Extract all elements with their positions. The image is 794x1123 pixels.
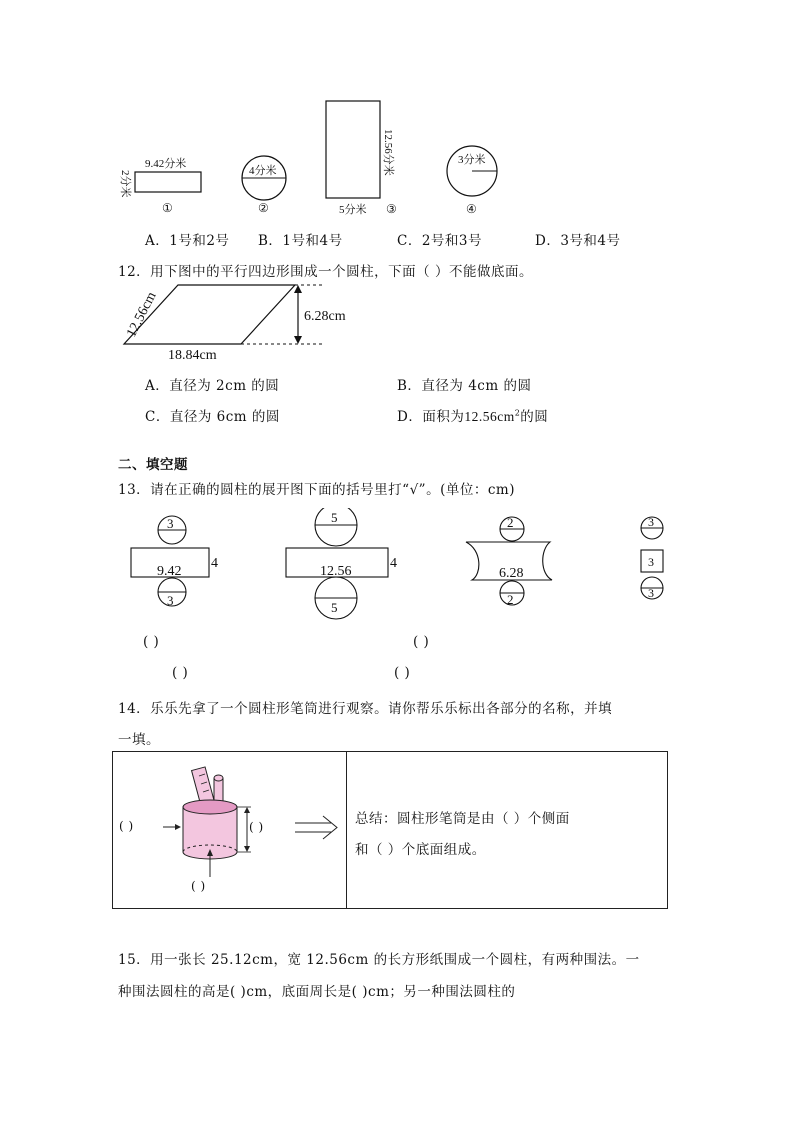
q11-fig4-label: 3分米 xyxy=(458,154,486,166)
q11-option-c[interactable]: C．2号和3号 xyxy=(397,233,483,249)
q12-option-c[interactable]: C．直径为 6cm 的圆 xyxy=(145,409,280,425)
q14-summary-line2: 和（ ）个底面组成。 xyxy=(355,842,486,858)
q14-paren-side[interactable]: ( ) xyxy=(119,819,134,833)
q11-fig1-number: ① xyxy=(162,201,173,215)
q13-net1-top: 3 xyxy=(167,516,174,531)
q13-answer-paren-3[interactable]: ( ) xyxy=(413,634,430,650)
q13-net2-rect: 12.56 xyxy=(320,564,352,579)
q13-net-1 xyxy=(131,516,218,608)
q12-base-label: 18.84cm xyxy=(168,348,217,363)
q11-fig3-number: ③ xyxy=(386,202,397,216)
q11-option-d[interactable]: D．3号和4号 xyxy=(535,233,621,249)
q13-net1-bottom: 3 xyxy=(167,593,174,608)
q13-nets xyxy=(120,508,680,628)
q12-height-label: 6.28cm xyxy=(304,309,346,324)
q12-option-d-prefix: D．面积为 xyxy=(397,409,465,425)
q12-option-d-sup: 2 xyxy=(514,408,521,418)
q14-stem-line1: 14．乐乐先拿了一个圆柱形笔筒进行观察。请你帮乐乐标出各部分的名称，并填 xyxy=(118,701,613,717)
q13-net4-rect: 3 xyxy=(648,555,654,569)
q11-fig2-number: ② xyxy=(258,201,269,215)
q11-fig3-side-label: 12.56分米 xyxy=(382,129,394,176)
q13-net-3 xyxy=(466,515,552,607)
q12-option-d-suffix: 的圆 xyxy=(520,409,549,425)
q14-summary-line1: 总结：圆柱形笔筒是由（ ）个侧面 xyxy=(355,811,570,827)
q14-cylinder-top xyxy=(183,800,237,814)
q13-net3-top: 2 xyxy=(507,515,514,530)
q13-net4-bottom: 3 xyxy=(648,586,654,600)
q14-stem-line2: 一填。 xyxy=(118,732,160,748)
q12-stem: 12．用下图中的平行四边形围成一个圆柱，下面（ ）不能做底面。 xyxy=(118,264,533,280)
q13-net-2 xyxy=(286,508,397,619)
q14-table xyxy=(112,751,668,909)
q12-slant-label: 12.56cm xyxy=(124,289,160,340)
q11-fig2-label: 4分米 xyxy=(249,165,277,177)
q13-net2-bottom: 5 xyxy=(331,600,338,615)
q14-pen-holder-figure xyxy=(113,752,346,908)
q13-answer-paren-2[interactable]: ( ) xyxy=(172,665,189,681)
q11-fig3-rect xyxy=(326,101,380,198)
q15-line1: 15．用一张长 25.12cm，宽 12.56cm 的长方形纸围成一个圆柱，有两种围法。一 xyxy=(118,952,640,968)
q11-fig3-bottom-label: 5分米 xyxy=(339,204,367,216)
q14-table-divider xyxy=(346,752,347,908)
q11-fig1-top-label: 9.42分米 xyxy=(145,158,187,170)
q12-option-b[interactable]: B．直径为 4cm 的圆 xyxy=(397,378,532,394)
q13-answer-paren-1[interactable]: ( ) xyxy=(143,634,160,650)
q13-net1-side: 4 xyxy=(211,556,218,571)
q14-paren-bottom[interactable]: ( ) xyxy=(191,879,206,893)
q11-option-a[interactable]: A．1号和2号 xyxy=(145,233,230,249)
q15-line2: 种围法圆柱的高是( )cm，底面周长是( )cm；另一种围法圆柱的 xyxy=(118,984,516,1000)
q14-implies-arrow xyxy=(323,816,337,839)
q13-net4-top: 3 xyxy=(648,515,654,529)
q13-stem: 13．请在正确的圆柱的展开图下面的括号里打“√”。(单位：cm) xyxy=(118,482,515,498)
q13-net1-rect: 9.42 xyxy=(157,564,182,579)
q12-parallelogram-figure xyxy=(118,280,368,365)
q11-fig1-side-label: 2分米 xyxy=(119,170,131,198)
q11-option-b[interactable]: B．1号和4号 xyxy=(258,233,343,249)
q14-paren-height[interactable]: ( ) xyxy=(249,820,264,834)
section-title-fill-blank: 二、填空题 xyxy=(118,457,188,473)
q12-option-d[interactable] xyxy=(397,405,548,425)
q13-net3-rect: 6.28 xyxy=(499,566,524,581)
q12-option-d-value: 12.56cm xyxy=(464,409,515,424)
q11-figures xyxy=(110,95,510,225)
q11-fig4-number: ④ xyxy=(466,202,477,216)
q13-answer-paren-4[interactable]: ( ) xyxy=(394,665,411,681)
q13-net2-top: 5 xyxy=(331,510,338,525)
q13-net-4 xyxy=(641,515,663,600)
q12-option-a[interactable]: A．直径为 2cm 的圆 xyxy=(145,378,280,394)
q11-fig1-rect xyxy=(135,172,201,192)
q13-net3-bottom: 2 xyxy=(507,592,514,607)
q13-net2-side: 4 xyxy=(390,556,397,571)
